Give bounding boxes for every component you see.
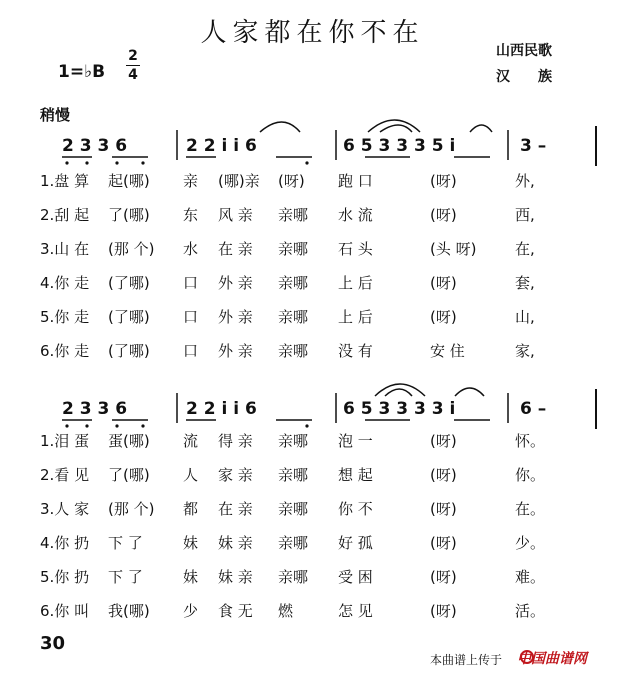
lyric-cell: 跑 口 — [338, 172, 373, 190]
measure-3-notes: 6 5 3 3 3 5 i — [343, 136, 456, 156]
measure-5-notes: 2 3 3 6 — [62, 399, 128, 419]
page-number: 30 — [40, 633, 66, 654]
lyric-cell: 在 亲 — [218, 240, 253, 258]
lyric-cell: (那 个) — [108, 240, 155, 258]
slur — [375, 384, 425, 396]
time-signature-top: 2 — [128, 48, 138, 64]
lyric-cell: 了(哪) — [108, 206, 150, 224]
lyric-cell: (呀) — [430, 500, 457, 518]
origin-region: 山西民歌 — [496, 43, 552, 59]
lyric-cell: (呀) — [430, 568, 457, 586]
lyric-cell: 少 — [183, 602, 199, 620]
lyric-cell: 怎 见 — [338, 602, 373, 620]
lyric-cell: 受 困 — [338, 568, 373, 586]
lyric-cell: 没 有 — [338, 342, 373, 360]
lyric-cell: 你 不 — [338, 500, 373, 518]
lyric-cell: 下 了 — [108, 568, 143, 586]
lyric-cell: 外, — [515, 172, 535, 190]
octave-dot — [65, 424, 68, 427]
lyric-cell: 5.你 扔 — [40, 568, 90, 586]
measure-6-notes: 2 2 i i 6 — [186, 399, 257, 419]
lyric-cell: 3.山 在 — [40, 240, 90, 258]
lyric-cell: (呀) — [430, 602, 457, 620]
lyric-cell: 套, — [515, 274, 535, 292]
lyric-cell: 6.你 走 — [40, 342, 90, 360]
lyric-cell: 妹 亲 — [218, 568, 253, 586]
octave-dot — [305, 161, 308, 164]
lyric-cell: 东 — [183, 206, 199, 224]
time-signature-bottom: 4 — [128, 67, 138, 83]
lyric-cell: 妹 — [183, 534, 199, 552]
lyric-cell: (呀) — [430, 432, 457, 450]
lyric-cell: (呀) — [278, 172, 305, 190]
octave-dot — [115, 424, 118, 427]
slur — [380, 125, 412, 132]
slur — [455, 388, 484, 396]
lyric-cell: (了哪) — [108, 308, 150, 326]
octave-dot — [305, 424, 308, 427]
upload-note: 本曲谱上传于 — [430, 653, 503, 667]
lyric-cell: 上 后 — [338, 274, 373, 292]
lyric-cell: 亲哪 — [278, 206, 309, 224]
octave-dot — [141, 161, 144, 164]
lyric-cell: 妹 亲 — [218, 534, 253, 552]
lyric-cell: 3.人 家 — [40, 500, 90, 518]
lyric-cell: 亲哪 — [278, 342, 309, 360]
lyric-cell: 口 — [183, 274, 199, 292]
lyric-cell: 难。 — [515, 568, 546, 586]
lyric-cell: 外 亲 — [218, 308, 253, 326]
octave-dot — [115, 161, 118, 164]
measure-7-notes: 6 5 3 3 3 3 i — [343, 399, 456, 419]
lyric-cell: 风 亲 — [218, 206, 253, 224]
lyric-cell: 下 了 — [108, 534, 143, 552]
lyric-cell: 亲哪 — [278, 308, 309, 326]
measure-1-notes: 2 3 3 6 — [62, 136, 128, 156]
lyric-cell: 山, — [515, 308, 535, 326]
lyric-cell: 水 流 — [338, 206, 373, 224]
lyric-cell: 怀。 — [515, 432, 546, 450]
lyric-cell: (呀) — [430, 172, 457, 190]
key-signature: 1=♭B — [58, 62, 106, 82]
lyric-cell: 5.你 走 — [40, 308, 90, 326]
origin-ethnic: 汉 族 — [496, 69, 552, 85]
lyric-cell: 好 孤 — [338, 534, 373, 552]
lyric-cell: (呀) — [430, 274, 457, 292]
lyric-cell: (那 个) — [108, 500, 155, 518]
lyric-cell: 我(哪) — [108, 602, 150, 620]
lyric-cell: 了(哪) — [108, 466, 150, 484]
lyric-cell: 亲哪 — [278, 274, 309, 292]
measure-2-notes: 2 2 i i 6 — [186, 136, 257, 156]
lyric-cell: (呀) — [430, 534, 457, 552]
lyric-cell: 起(哪) — [108, 172, 150, 190]
lyric-cell: 妹 — [183, 568, 199, 586]
lyric-cell: 1.泪 蛋 — [40, 432, 90, 450]
site-logo-icon — [521, 651, 533, 663]
lyric-cell: 4.你 扔 — [40, 534, 90, 552]
lyric-cell: 泡 一 — [338, 432, 373, 450]
lyric-cell: 西, — [515, 206, 535, 224]
slur — [260, 122, 300, 132]
lyric-cell: 少。 — [515, 534, 546, 552]
site-logo: 中国曲谱网 — [517, 651, 587, 667]
lyric-cell: 亲哪 — [278, 240, 309, 258]
lyric-cell: 家 亲 — [218, 466, 253, 484]
lyric-cell: 亲 — [183, 172, 199, 190]
lyric-cell: 想 起 — [338, 466, 373, 484]
lyric-cell: 亲哪 — [278, 568, 309, 586]
lyric-cell: (呀) — [430, 466, 457, 484]
octave-dot — [85, 424, 88, 427]
lyric-cell: 外 亲 — [218, 342, 253, 360]
lyric-cell: 2.看 见 — [40, 466, 90, 484]
lyric-cell: 得 亲 — [218, 432, 253, 450]
lyric-cell: 外 亲 — [218, 274, 253, 292]
lyric-cell: 上 后 — [338, 308, 373, 326]
lyric-cell: 流 — [183, 432, 199, 450]
lyric-cell: 亲哪 — [278, 500, 309, 518]
song-title: 人家都在你不在 — [200, 18, 425, 48]
lyric-cell: 蛋(哪) — [108, 432, 150, 450]
lyric-cell: 亲哪 — [278, 534, 309, 552]
lyric-cell: 在。 — [515, 500, 546, 518]
octave-dot — [65, 161, 68, 164]
lyric-cell: 食 无 — [218, 602, 253, 620]
slur — [470, 125, 492, 132]
lyric-cell: (呀) — [430, 308, 457, 326]
lyric-cell: 燃 — [278, 602, 294, 620]
octave-dot — [85, 161, 88, 164]
lyric-cell: (了哪) — [108, 274, 150, 292]
lyric-cell: 4.你 走 — [40, 274, 90, 292]
lyric-cell: 1.盘 算 — [40, 172, 90, 190]
lyric-cell: 家, — [515, 342, 535, 360]
lyric-cell: (呀) — [430, 206, 457, 224]
lyric-cell: 在, — [515, 240, 535, 258]
lyric-cell: 活。 — [515, 602, 546, 620]
measure-8-notes: 6 – — [520, 399, 547, 419]
tempo-marking: 稍慢 — [40, 106, 71, 124]
lyric-cell: 你。 — [515, 466, 546, 484]
lyric-cell: (哪)亲 — [218, 172, 260, 190]
lyric-cell: 在 亲 — [218, 500, 253, 518]
slur — [385, 389, 412, 396]
lyric-cell: 口 — [183, 308, 199, 326]
lyric-cell: 2.刮 起 — [40, 206, 90, 224]
lyric-cell: 安 住 — [430, 342, 465, 360]
octave-dot — [141, 424, 144, 427]
lyric-cell: 石 头 — [338, 240, 373, 258]
measure-4-notes: 3 – — [520, 136, 547, 156]
lyric-cell: 口 — [183, 342, 199, 360]
lyric-cell: (头 呀) — [430, 240, 477, 258]
lyric-cell: (了哪) — [108, 342, 150, 360]
lyric-cell: 都 — [183, 500, 199, 518]
lyric-cell: 亲哪 — [278, 466, 309, 484]
lyric-cell: 亲哪 — [278, 432, 309, 450]
lyric-cell: 水 — [183, 240, 199, 258]
lyric-cell: 6.你 叫 — [40, 602, 90, 620]
lyric-cell: 人 — [183, 466, 199, 484]
